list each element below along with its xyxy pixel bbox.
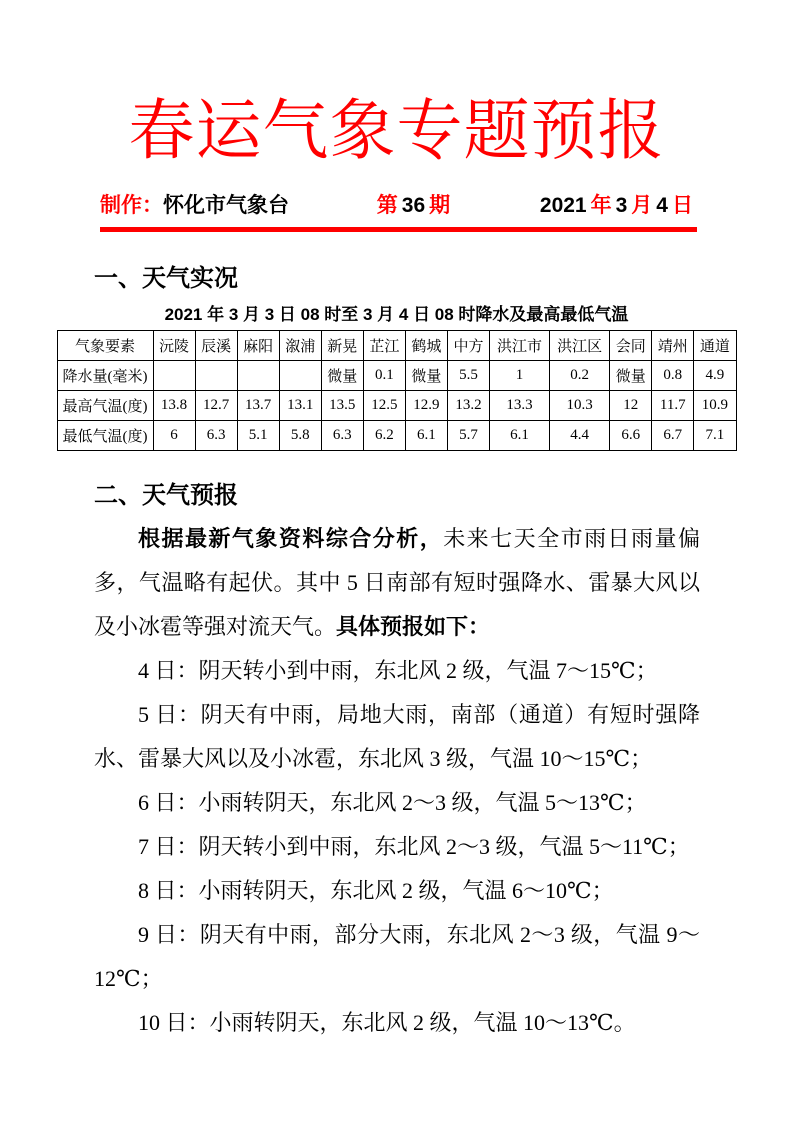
- value-cell: 微量: [321, 361, 363, 391]
- value-cell: 6.2: [363, 421, 405, 451]
- forecast-body: [94, 517, 700, 1045]
- forecast-item-day10: 10 日：小雨转阴天，东北风 2 级，气温 10～13℃。: [138, 1010, 636, 1035]
- producer-line: [100, 192, 289, 220]
- value-cell: 6: [153, 421, 195, 451]
- value-cell: [237, 361, 279, 391]
- date-line: [538, 192, 695, 220]
- value-cell: 6.6: [610, 421, 652, 451]
- element-header-cell: 气象要素: [57, 331, 153, 361]
- date-month-unit: 月: [631, 194, 653, 217]
- date-day: 4: [656, 194, 668, 217]
- value-cell: 6.1: [405, 421, 447, 451]
- forecast-item-day9: 9 日：阴天有中雨，部分大雨，东北风 2～3 级，气温 9～12℃；: [94, 922, 700, 991]
- value-cell: 微量: [405, 361, 447, 391]
- issue-suffix: 期: [429, 194, 451, 217]
- value-cell: 12.9: [405, 391, 447, 421]
- value-cell: 0.2: [550, 361, 610, 391]
- value-cell: 微量: [610, 361, 652, 391]
- row-label-cell: 降水量(毫米): [57, 361, 153, 391]
- issue-prefix: 第: [376, 194, 398, 217]
- row-label-cell: 最高气温(度): [57, 391, 153, 421]
- date-year-unit: 年: [590, 194, 612, 217]
- station-header-cell: 沅陵: [153, 331, 195, 361]
- observation-table: [57, 330, 737, 451]
- table-row: [57, 391, 736, 421]
- value-cell: 11.7: [652, 391, 694, 421]
- value-cell: 1: [490, 361, 550, 391]
- value-cell: 4.9: [694, 361, 736, 391]
- table-row: [57, 361, 736, 391]
- station-header-cell: 洪江区: [550, 331, 610, 361]
- section-heading-observation: 一、天气实况: [94, 265, 238, 292]
- table-header-row: [57, 331, 736, 361]
- date-month: 3: [615, 194, 628, 217]
- forecast-intro-tail: 具体预报如下：: [336, 614, 491, 639]
- value-cell: 12.5: [363, 391, 405, 421]
- value-cell: 5.5: [447, 361, 489, 391]
- observation-table-body: [57, 331, 736, 451]
- station-header-cell: 洪江市: [490, 331, 550, 361]
- value-cell: 6.1: [490, 421, 550, 451]
- value-cell: 10.9: [694, 391, 736, 421]
- value-cell: 13.1: [279, 391, 321, 421]
- station-header-cell: 通道: [694, 331, 736, 361]
- value-cell: [153, 361, 195, 391]
- issue-line: [375, 192, 452, 220]
- date-year: 2021: [539, 194, 587, 217]
- value-cell: 5.8: [279, 421, 321, 451]
- value-cell: 5.1: [237, 421, 279, 451]
- station-header-cell: 麻阳: [237, 331, 279, 361]
- value-cell: 13.7: [237, 391, 279, 421]
- station-header-cell: 芷江: [363, 331, 405, 361]
- value-cell: 0.8: [652, 361, 694, 391]
- masthead: [100, 192, 695, 220]
- value-cell: 13.8: [153, 391, 195, 421]
- producer-label: 制作：: [100, 194, 163, 217]
- table-row: [57, 421, 736, 451]
- station-header-cell: 会同: [610, 331, 652, 361]
- value-cell: 7.1: [694, 421, 736, 451]
- value-cell: 6.3: [321, 421, 363, 451]
- value-cell: 4.4: [550, 421, 610, 451]
- value-cell: 10.3: [550, 391, 610, 421]
- value-cell: [195, 361, 237, 391]
- observation-table-title: 2021 年 3 月 3 日 08 时至 3 月 4 日 08 时降水及最高最低气温: [164, 305, 629, 324]
- value-cell: 13.2: [447, 391, 489, 421]
- station-header-cell: 中方: [447, 331, 489, 361]
- producer-value: 怀化市气象台: [163, 194, 289, 217]
- station-header-cell: 新晃: [321, 331, 363, 361]
- station-header-cell: 溆浦: [279, 331, 321, 361]
- station-header-cell: 鹤城: [405, 331, 447, 361]
- forecast-item-day7: 7 日：阴天转小到中雨，东北风 2～3 级，气温 5～11℃；: [138, 834, 690, 859]
- issue-number: 36: [401, 194, 426, 217]
- forecast-item-day4: 4 日：阴天转小到中雨，东北风 2 级，气温 7～15℃；: [138, 658, 658, 683]
- value-cell: 12: [610, 391, 652, 421]
- document-title: 春运气象专题预报: [128, 95, 665, 168]
- value-cell: 5.7: [447, 421, 489, 451]
- value-cell: 6.3: [195, 421, 237, 451]
- forecast-intro: [94, 517, 700, 649]
- row-label-cell: 最低气温(度): [57, 421, 153, 451]
- forecast-item-day8: 8 日：小雨转阴天，东北风 2 级，气温 6～10℃；: [138, 878, 614, 903]
- value-cell: [279, 361, 321, 391]
- section-heading-forecast: 二、天气预报: [94, 482, 238, 509]
- forecast-item-day5: 5 日：阴天有中雨，局地大雨，南部（通道）有短时强降水、雷暴大风以及小冰雹，东北风 3 级，气温 10～15℃；: [94, 702, 700, 771]
- masthead-divider: [100, 227, 697, 232]
- forecast-item-day6: 6 日：小雨转阴天，东北风 2～3 级，气温 5～13℃；: [138, 790, 647, 815]
- station-header-cell: 辰溪: [195, 331, 237, 361]
- forecast-intro-lead: 根据最新气象资料综合分析，: [138, 526, 444, 551]
- station-header-cell: 靖州: [652, 331, 694, 361]
- date-day-unit: 日: [671, 194, 693, 217]
- value-cell: 6.7: [652, 421, 694, 451]
- value-cell: 13.5: [321, 391, 363, 421]
- value-cell: 13.3: [490, 391, 550, 421]
- value-cell: 0.1: [363, 361, 405, 391]
- forecast-intro-text: 未来七天全市雨日雨量偏多，气温略有起伏。其中 5 日南部有短时强降水、雷暴大风以及小冰雹等强对流天气。: [94, 526, 700, 639]
- value-cell: 12.7: [195, 391, 237, 421]
